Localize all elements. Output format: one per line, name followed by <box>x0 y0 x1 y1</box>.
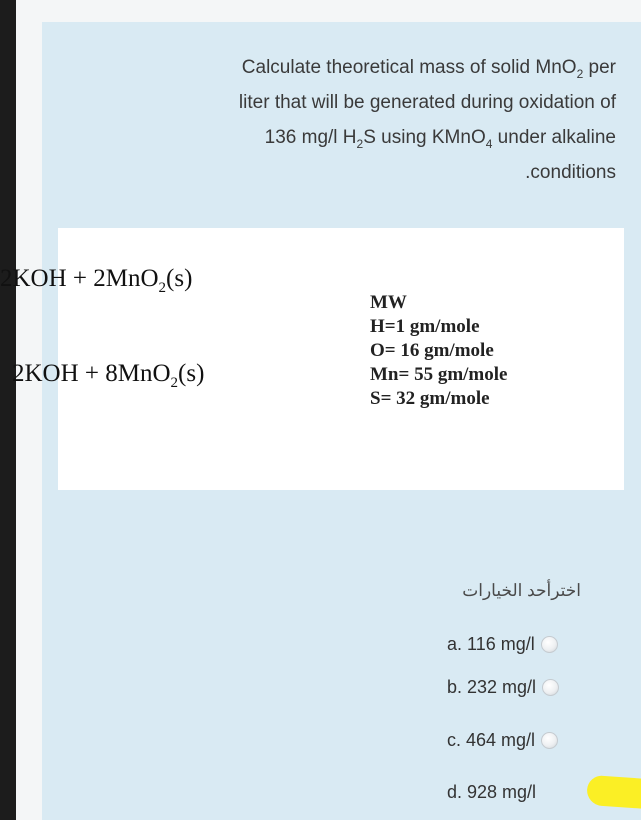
question-text <box>42 50 616 190</box>
equation-2: 2KOH + 8MnO$_2$(s) <box>12 360 205 391</box>
option-d[interactable] <box>447 777 536 807</box>
radio-button[interactable] <box>542 679 559 696</box>
choose-option-instruction: اخترأحد الخيارات <box>462 581 581 600</box>
mw-item-h: H=1 gm/mole <box>370 316 480 337</box>
mw-title: MW <box>370 292 407 313</box>
question-line-1: Calculate theoretical mass of solid MnO$_2$ per <box>241 57 616 81</box>
option-a[interactable] <box>447 629 558 659</box>
question-card <box>42 22 641 820</box>
radio-button[interactable] <box>541 732 558 749</box>
yellow-highlighter-mark <box>586 775 641 811</box>
option-label: c. 464 mg/l <box>447 729 536 750</box>
molecular-weights <box>370 291 507 411</box>
mw-item-mn: Mn= 55 gm/mole <box>370 364 508 385</box>
left-dark-edge <box>0 0 16 820</box>
question-line-4: .conditions <box>525 162 616 183</box>
mw-item-s: S= 32 gm/mole <box>370 388 490 409</box>
option-label: a. 116 mg/l <box>447 633 535 654</box>
mw-item-o: O= 16 gm/mole <box>370 340 494 361</box>
option-label: d. 928 mg/l <box>447 781 537 802</box>
question-line-2: liter that will be generated during oxidation of <box>238 92 616 113</box>
question-line-3: 136 mg/l $H_2S$ using KMnO$_4$ under alkaline <box>264 127 616 151</box>
option-label: b. 232 mg/l <box>447 676 537 697</box>
option-c[interactable] <box>447 725 558 755</box>
radio-button[interactable] <box>541 636 558 653</box>
option-b[interactable] <box>447 672 559 702</box>
equation-1: 2KOH + 2MnO$_2$(s) <box>0 265 193 296</box>
